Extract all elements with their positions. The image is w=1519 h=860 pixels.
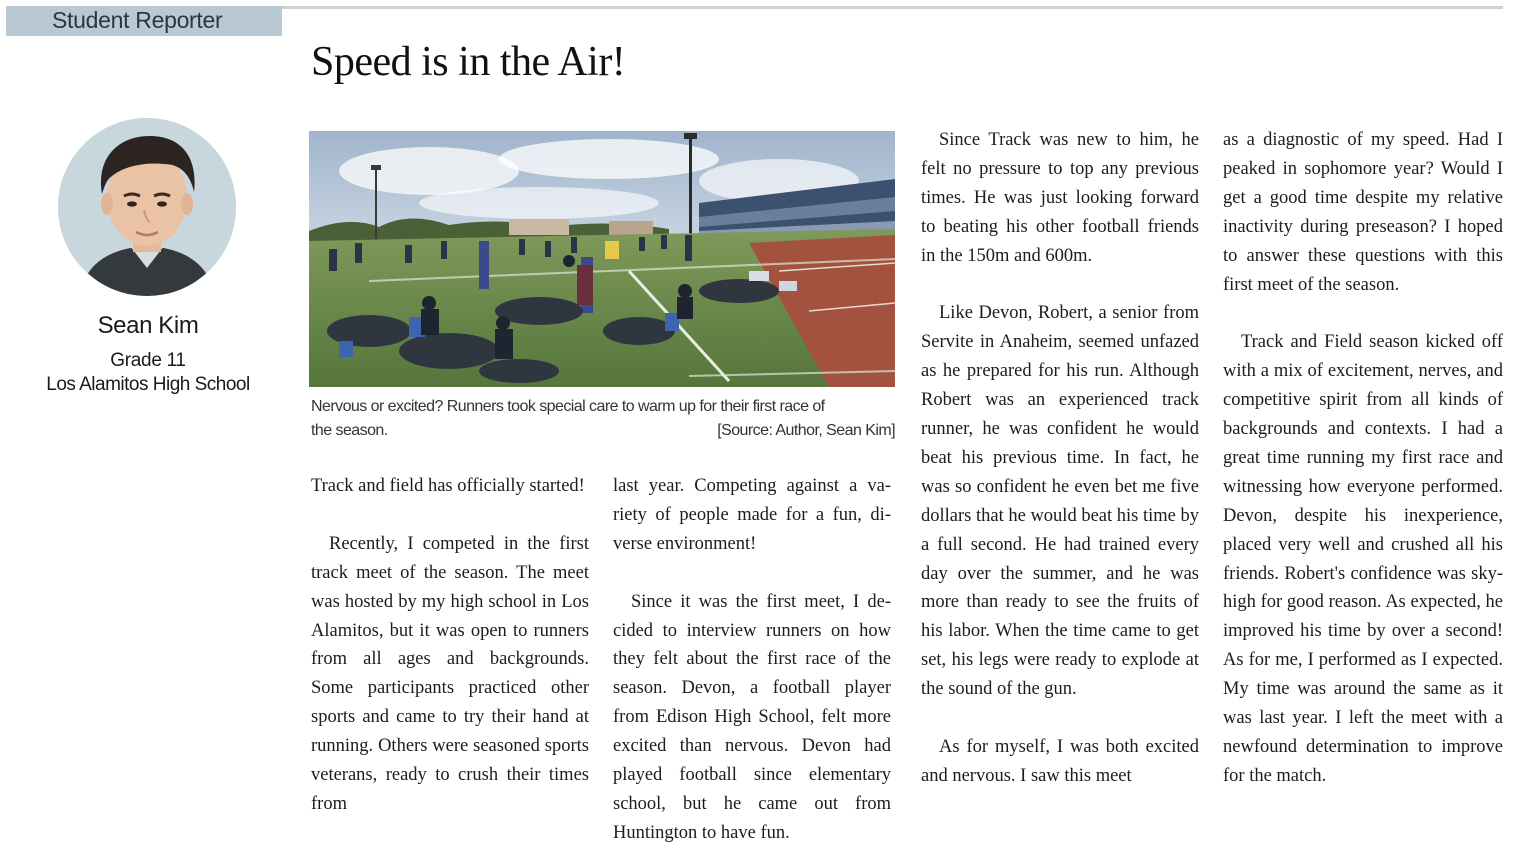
paragraph: Since Track was new to him, he felt no pressure to top any previous times. He was just looking forward to beating his other football friends in the 150m and 600m. bbox=[921, 130, 1199, 266]
author-portrait-image bbox=[58, 118, 236, 296]
track-meet-photo bbox=[309, 131, 895, 387]
photo-caption-line2: the season. bbox=[311, 422, 388, 439]
top-rule bbox=[282, 6, 1503, 9]
author-name: Sean Kim bbox=[97, 312, 199, 339]
paragraph: Recently, I competed in the first track meet of the season. The meet was hosted by my high school in Los Alamitos, but it was open to runners from all ages and backgrounds. Some participants practiced other sports and came to try their hand at running. Others were seasoned sports veterans, ready to crush their times from bbox=[311, 533, 589, 814]
paragraph: Since it was the first meet, I decided to interview runners on how they felt about the first race of the season. Devon, a football player from Edison High School, felt more excited than nervous. Devon had played football since elementary school, but he came out from Huntington to have fun. bbox=[613, 591, 891, 843]
paragraph: As for myself, I was both excited and nervous. I saw this meet bbox=[921, 737, 1199, 786]
article-column-3 bbox=[921, 126, 1199, 791]
section-tag-label: Student Reporter bbox=[52, 7, 223, 33]
paragraph: as a diagnostic of my speed. Had I peaked in sophomore year? Would I get a good time despite my relative inactivity during preseason? I hoped to answer these questions with this first meet of the season. bbox=[1223, 130, 1503, 295]
photo-credit: [Source: Author, Sean Kim] bbox=[717, 422, 895, 439]
article-column-4 bbox=[1223, 126, 1503, 791]
paragraph: Like Devon, Robert, a senior from Servite in Anaheim, seemed unfazed as he prepared for his run. Although Robert was an experienced track runner, he was confident he would beat his previous time. In fact, he was so confident he even bet me five dollars that he would beat his time by a full second. He had trained every day over the summer, and he was more than ready to see the fruits of his labor. When the time came to get set, his legs were ready to explode at the sound of the gun. bbox=[921, 303, 1199, 700]
headline: Speed is in the Air! bbox=[311, 39, 626, 85]
photo-caption bbox=[311, 395, 895, 443]
author-grade: Grade 11 bbox=[110, 350, 186, 371]
paragraph: Track and Field season kicked off with a mix of excitement, nerves, and competitive spirit from all kinds of backgrounds and contexts. I had a great time running my first race and witnessing how everyone performed. Devon, despite his inexperience, placed very well and crushed all his friends. Robert's confidence was sky-high for good reason. As expected, he improved his time by over a second! As for me, I performed as I expected. My time was around the same as it was last year. I left the meet with a newfound determination to improve for the match. bbox=[1223, 332, 1503, 786]
article-column-1 bbox=[311, 472, 589, 819]
article-column-2 bbox=[613, 472, 891, 848]
paragraph: last year. Competing against a variety of people made for a fun, diverse environment! bbox=[613, 476, 891, 554]
author-school: Los Alamitos High School bbox=[46, 374, 250, 395]
section-tag bbox=[6, 6, 282, 36]
article-photo bbox=[309, 131, 895, 387]
paragraph: Track and field has officially started! bbox=[311, 476, 585, 496]
author-avatar bbox=[58, 118, 236, 296]
photo-caption-line1: Nervous or excited? Runners took special care to warm up for their first race of bbox=[311, 398, 825, 415]
